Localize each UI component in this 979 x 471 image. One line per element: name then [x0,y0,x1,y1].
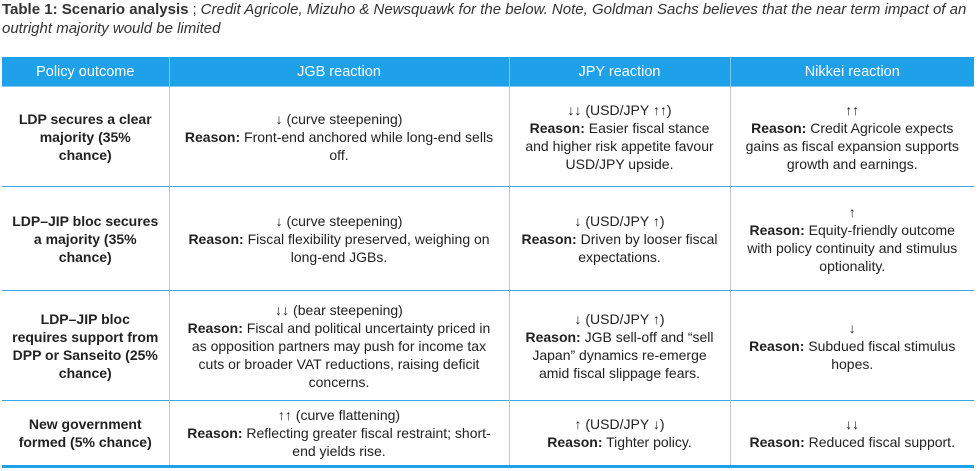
header-row [2,57,974,87]
jgb-reaction-cell [169,401,509,467]
jgb-direction: ↓↓ (bear steepening) [275,301,403,318]
jpy-reason: Easier fiscal stance and higher risk appetite favour USD/JPY upside. [525,119,714,172]
jgb-reaction-cell [169,87,509,187]
jgb-direction: ↑↑ (curve flattening) [277,407,401,423]
jgb-direction: ↓ (curve steepening) [275,212,403,229]
reason-label: Reason: [547,434,603,450]
reason-label: Reason: [188,230,244,247]
table-row [2,291,974,401]
jpy-reason: JGB sell-off and “sell Japan” dynamics re-emerge amid fiscal slippage fears. [532,328,714,381]
jgb-reason: Reflecting greater fiscal restraint; short-end yields rise. [246,425,491,459]
jgb-reaction-cell [169,187,509,291]
jpy-reason: Tighter policy. [606,434,692,450]
reason-label: Reason: [187,319,243,336]
jpy-reaction-cell [509,87,730,187]
nikkei-direction: ↓ [848,319,856,336]
nikkei-reaction-cell [730,291,974,401]
reason-label: Reason: [187,425,243,441]
reason-label: Reason: [529,119,585,136]
nikkei-reason: Reduced fiscal support. [808,434,955,450]
jgb-reason: Fiscal flexibility preserved, weighing on long-end JGBs. [247,230,490,265]
jgb-reason: Fiscal and political uncertainty priced in as opposition partners may push for income tax cuts or broader VAT reductions, raising deficit concerns. [191,319,491,390]
table-row [2,87,974,187]
nikkei-direction: ↑↑ [845,101,860,118]
nikkei-reaction-cell [730,401,974,467]
nikkei-reaction-cell [730,187,974,291]
caption-separator: ; [192,1,197,18]
jpy-direction: ↑ (USD/JPY ↓) [574,416,665,432]
policy-outcome-cell: New government formed (5% chance) [18,416,152,450]
scenario-table [2,57,974,468]
caption-note: Credit Agricole, Mizuho & Newsquawk for the below. Note, Goldman Sachs believes that the near term impact of an outright majority would be limited [2,1,967,37]
policy-outcome-cell: LDP–JIP bloc secures a majority (35% chance) [12,212,159,265]
header-jgb-reaction: JGB reaction [169,57,509,87]
jgb-direction: ↓ (curve steepening) [275,110,403,127]
jpy-reason: Driven by looser fiscal expectations. [578,230,718,265]
nikkei-reaction-cell [730,87,974,187]
reason-label: Reason: [749,434,805,450]
nikkei-reason: Subdued fiscal stimulus hopes. [808,337,956,372]
policy-outcome-cell: LDP–JIP bloc requires support from DPP or Sanseito (25% chance) [12,310,159,381]
jpy-reaction-cell [509,401,730,467]
table-row [2,187,974,291]
jpy-reaction-cell [509,291,730,401]
nikkei-direction: ↑ [848,203,856,220]
jpy-direction: ↓ (USD/JPY ↑) [574,212,665,229]
table-caption [2,0,972,38]
caption-title: Table 1: Scenario analysis [2,1,189,18]
jpy-direction: ↓↓ (USD/JPY ↑↑) [567,101,672,118]
jgb-reason: Front-end anchored while long-end sells off. [244,128,494,163]
reason-label: Reason: [521,230,577,247]
reason-label: Reason: [184,128,241,145]
reason-label: Reason: [749,221,805,238]
reason-label: Reason: [525,328,581,345]
jpy-reaction-cell [509,187,730,291]
policy-outcome-cell: LDP secures a clear majority (35% chance) [18,110,152,163]
header-nikkei-reaction: Nikkei reaction [730,57,974,87]
nikkei-reason: Equity-friendly outcome with policy continuity and stimulus optionality. [747,221,958,274]
table-row [2,401,974,467]
header-jpy-reaction: JPY reaction [509,57,730,87]
header-policy-outcome: Policy outcome [2,57,169,87]
nikkei-direction: ↓↓ [845,416,860,432]
reason-label: Reason: [751,119,807,136]
nikkei-reason: Credit Agricole expects gains as fiscal expansion supports growth and earnings. [745,119,959,172]
jgb-reaction-cell [169,291,509,401]
reason-label: Reason: [749,337,805,354]
jpy-direction: ↓ (USD/JPY ↑) [574,310,665,327]
